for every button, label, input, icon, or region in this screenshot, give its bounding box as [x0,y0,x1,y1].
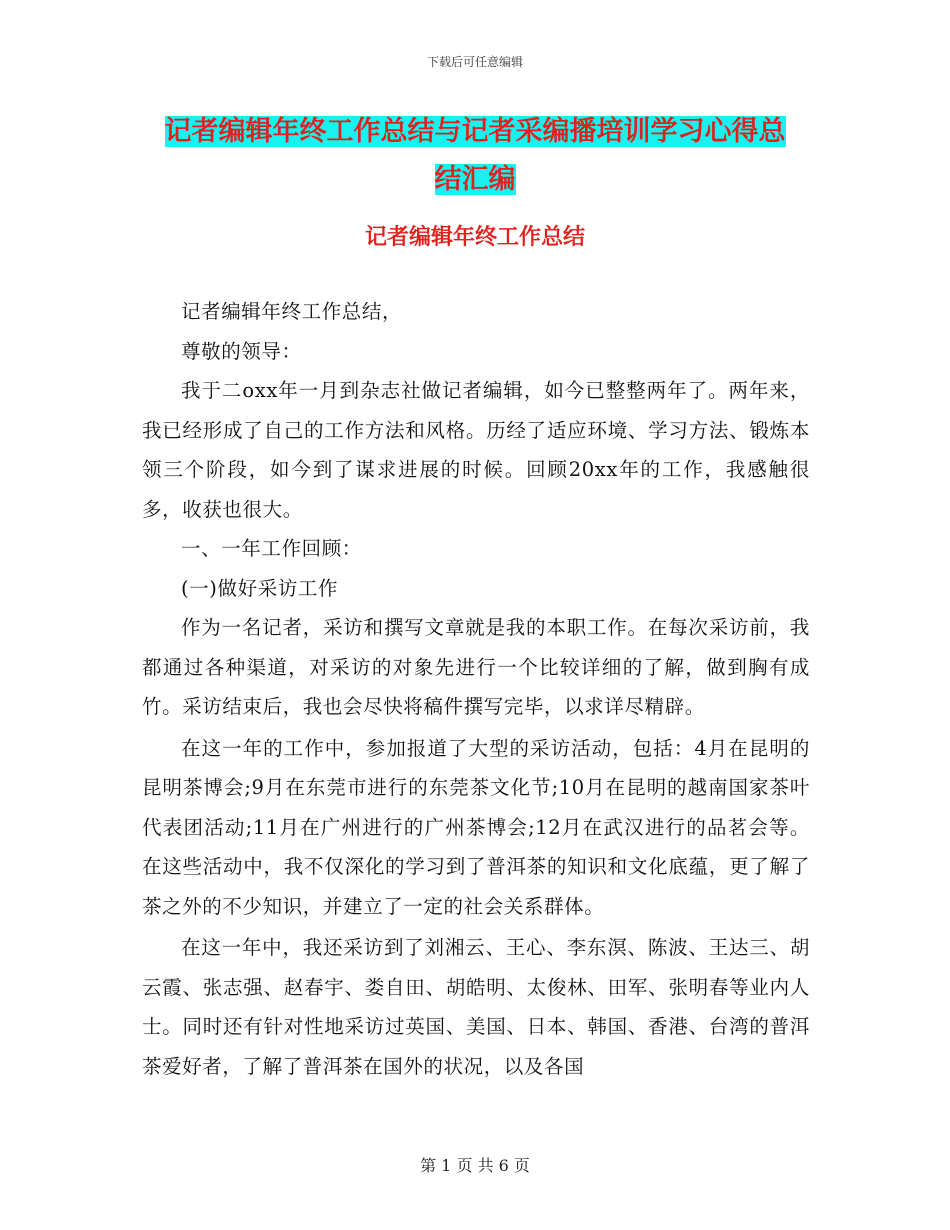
paragraph: 在这一年中，我还采访到了刘湘云、王心、李东溟、陈波、王达三、胡云霞、张志强、赵春宇、娄自田、胡皓明、太俊林、田军、张明春等业内人士。同时还有针对性地采访过英国、美国、日本、韩国、香港、台湾的普洱茶爱好者，了解了普洱茶在国外的状况，以及各国 [142,936,810,1078]
section-title: 记者编辑年终工作总结 [364,225,585,250]
document-body [142,292,810,1086]
header-note: 下载后可任意编辑 [426,55,523,69]
paragraph: 一、一年工作回顾： [181,537,362,560]
document-title-line2: 结汇编 [434,164,516,195]
paragraph: 在这一年的工作中，参加报道了大型的采访活动，包括：4月在昆明的昆明茶博会;9月在东莞市进行的东莞茶文化节;10月在昆明的越南国家茶叶代表团活动;11月在广州进行的广州茶博会;12月在武汉进行的品茗会等。在这些活动中，我不仅深化的学习到了普洱茶的知识和文化底蕴，更了解了茶之外的不少知识，并建立了一定的社会关系群体。 [142,736,810,918]
paragraph: 尊敬的领导： [181,339,302,363]
document-title-line1: 记者编辑年终工作总结与记者采编播培训学习心得总 [164,116,786,147]
page-footer: 第 1 页 共 6 页 [420,1156,530,1175]
paragraph: 记者编辑年终工作总结， [181,300,403,323]
paragraph: 我于二oxx年一月到杂志社做记者编辑，如今已整整两年了。两年来，我已经形成了自己的工作方法和风格。历经了适应环境、学习方法、锻炼本领三个阶段，如今到了谋求进展的时候。回顾20xx年的工作，我感触很多，收获也很大。 [142,379,810,521]
document-title [140,108,810,204]
paragraph: (一)做好采访工作 [181,576,339,600]
paragraph: 作为一名记者，采访和撰写文章就是我的本职工作。在每次采访前，我都通过各种渠道，对采访的对象先进行一个比较详细的了解，做到胸有成竹。采访结束后，我也会尽快将稿件撰写完毕，以求详尽精辟。 [142,616,810,718]
